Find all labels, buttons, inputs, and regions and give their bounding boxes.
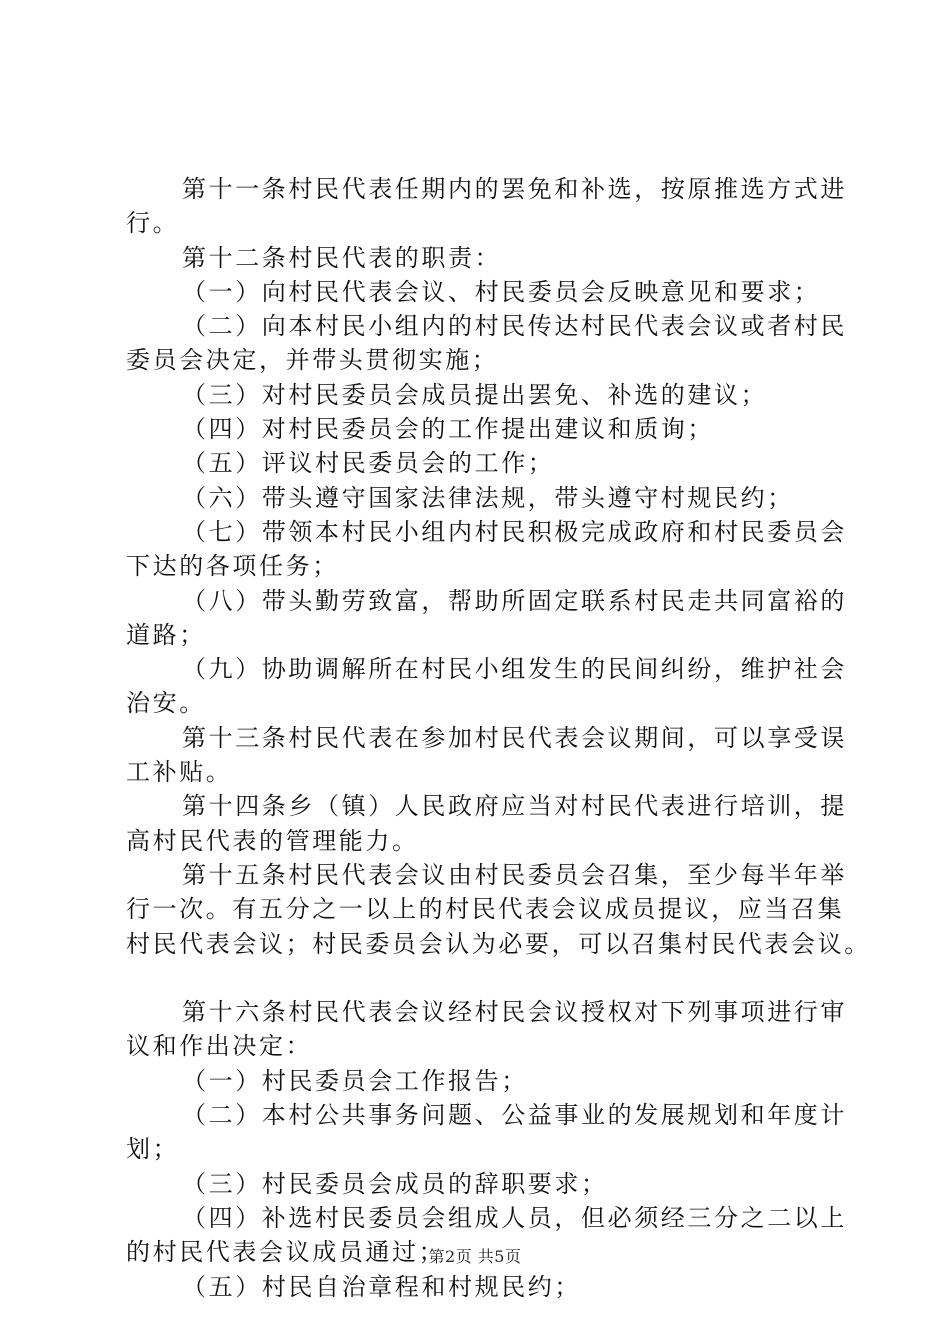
text-line: 第十一条村民代表任期内的罢免和补选，按原推选方式进 [182, 175, 847, 203]
page-footer [0, 1244, 950, 1267]
text-line: （二）本村公共事务问题、公益事业的发展规划和年度计 [182, 1101, 847, 1130]
text-line: 委员会决定，并带头贯彻实施； [126, 346, 499, 375]
text-line: 第十六条村民代表会议经村民会议授权对下列事项进行审 [182, 998, 847, 1027]
text-line: 行一次。有五分之一以上的村民代表会议成员提议，应当召集 [126, 895, 845, 924]
text-line: 行。 [126, 209, 180, 238]
text-line: 划； [126, 1135, 180, 1164]
text-line: 村民代表会议；村民委员会认为必要，可以召集村民代表会议。 [126, 929, 871, 958]
text-line: （一）向村民代表会议、村民委员会反映意见和要求； [182, 277, 821, 306]
text-line: 第十三条村民代表在参加村民代表会议期间，可以享受误 [182, 723, 847, 752]
text-line: （八）带头勤劳致富，帮助所固定联系村民走共同富裕的 [182, 586, 847, 615]
text-line: （一）村民委员会工作报告； [182, 1066, 528, 1095]
text-line: （七）带领本村民小组内村民积极完成政府和村民委员会 [182, 517, 847, 546]
text-line: （九）协助调解所在村民小组发生的民间纠纷，维护社会 [182, 655, 847, 684]
text-line: 第十二条村民代表的职责： [182, 243, 502, 272]
page-number: 第2页 共5页 [428, 1247, 522, 1266]
text-line: （二）向本村民小组内的村民传达村民代表会议或者村民 [182, 312, 847, 341]
blank-line [126, 961, 846, 995]
text-line: 的村民代表会议成员通过； [126, 1238, 446, 1267]
text-line: 议和作出决定： [126, 1032, 313, 1061]
text-line: 治安。 [126, 689, 206, 718]
text-line: 高村民代表的管理能力。 [126, 826, 419, 855]
text-line: （三）村民委员会成员的辞职要求； [182, 1169, 608, 1198]
text-line: （四）对村民委员会的工作提出建议和质询； [182, 415, 714, 444]
text-line: 下达的各项任务； [126, 552, 339, 581]
text-line: 第十四条乡（镇）人民政府应当对村民代表进行培训，提 [182, 792, 847, 821]
text-line: 第十五条村民代表会议由村民委员会召集，至少每半年举 [182, 860, 847, 889]
document-body [126, 172, 871, 1304]
text-line: 道路； [126, 620, 206, 649]
text-line: 工补贴。 [126, 758, 233, 787]
text-line: （三）对村民委员会成员提出罢免、补选的建议； [182, 380, 768, 409]
text-line: （六）带头遵守国家法律法规，带头遵守村规民约； [182, 483, 794, 512]
text-line: （五）评议村民委员会的工作； [182, 449, 555, 478]
text-line: （四）补选村民委员会组成人员，但必须经三分之二以上 [182, 1203, 847, 1232]
text-line: （五）村民自治章程和村规民约； [182, 1272, 581, 1301]
